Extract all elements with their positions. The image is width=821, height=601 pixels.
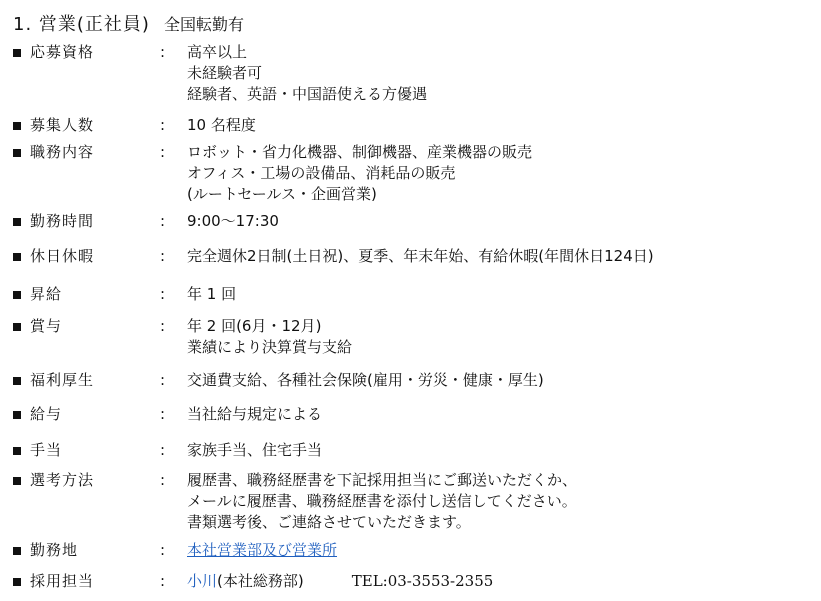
row-colon: : — [160, 247, 166, 265]
bullet-square-icon — [13, 122, 21, 130]
recruiter-department: (本社総務部) — [217, 572, 304, 590]
value-line: 未経験者可 — [187, 64, 263, 82]
row-colon: : — [160, 212, 166, 230]
row-colon: : — [160, 116, 166, 134]
job-heading — [13, 10, 244, 36]
row-value — [187, 540, 817, 561]
row-colon: : — [160, 317, 166, 335]
row-value — [187, 42, 817, 105]
value-line: 年 1 回 — [187, 285, 237, 303]
value-line: 完全週休2日制(土日祝)、夏季、年末年始、有給休暇(年間休日124日) — [187, 247, 654, 265]
bullet-square-icon — [13, 477, 21, 485]
row-colon: : — [160, 441, 166, 459]
row-colon: : — [160, 43, 166, 61]
row-label: 賞与 — [30, 317, 63, 335]
recruiter-phone: TEL:03-3553-2355 — [351, 572, 494, 590]
value-line: 履歴書、職務経歴書を下記採用担当にご郵送いただくか、 — [187, 471, 578, 489]
row-value — [187, 284, 817, 305]
bullet-square-icon — [13, 218, 21, 226]
row-label: 採用担当 — [30, 572, 95, 590]
row-label: 職務内容 — [30, 143, 95, 161]
row-colon: : — [160, 541, 166, 559]
value-line: 家族手当、住宅手当 — [187, 441, 323, 459]
row-label: 勤務地 — [30, 541, 79, 559]
row-colon: : — [160, 285, 166, 303]
row-label: 休日休暇 — [30, 247, 95, 265]
recruiter-line — [187, 571, 817, 592]
value-line: メールに履歴書、職務経歴書を添付し送信してください。 — [187, 492, 577, 510]
bullet-square-icon — [13, 578, 21, 586]
row-value — [187, 440, 817, 461]
bullet-square-icon — [13, 377, 21, 385]
bullet-square-icon — [13, 447, 21, 455]
row-label: 募集人数 — [30, 116, 95, 134]
row-value — [187, 142, 817, 205]
row-value — [187, 404, 817, 425]
row-value — [187, 246, 817, 267]
row-colon: : — [160, 405, 166, 423]
value-line: 高卒以上 — [187, 43, 248, 61]
row-value — [187, 370, 817, 391]
value-line: 10 名程度 — [187, 116, 256, 134]
value-line: 経験者、英語・中国語使える方優遇 — [187, 85, 428, 103]
row-label: 昇給 — [30, 285, 63, 303]
value-line: ロボット・省力化機器、制御機器、産業機器の販売 — [187, 143, 533, 161]
bullet-square-icon — [13, 411, 21, 419]
row-colon: : — [160, 471, 166, 489]
bullet-square-icon — [13, 547, 21, 555]
value-line: 交通費支給、各種社会保険(雇用・労災・健康・厚生) — [187, 371, 544, 389]
row-value — [187, 316, 817, 358]
bullet-square-icon — [13, 323, 21, 331]
row-label: 手当 — [30, 441, 63, 459]
value-line: 書類選考後、ご連絡させていただきます。 — [187, 513, 471, 531]
bullet-square-icon — [13, 149, 21, 157]
row-value — [187, 470, 817, 533]
row-label: 勤務時間 — [30, 212, 95, 230]
bullet-square-icon — [13, 253, 21, 261]
row-label: 応募資格 — [30, 43, 95, 61]
workplace-link[interactable]: 本社営業部及び営業所 — [187, 541, 338, 559]
row-value — [187, 115, 817, 136]
row-label: 福利厚生 — [30, 371, 95, 389]
row-colon: : — [160, 371, 166, 389]
bullet-square-icon — [13, 291, 21, 299]
value-line: オフィス・工場の設備品、消耗品の販売 — [187, 164, 456, 182]
value-line: 9:00〜17:30 — [187, 212, 279, 230]
value-line: 年 2 回(6月・12月) — [187, 317, 322, 335]
row-label: 選考方法 — [30, 471, 95, 489]
bullet-square-icon — [13, 49, 21, 57]
row-colon: : — [160, 143, 166, 161]
job-transfer-note: 全国転勤有 — [163, 15, 244, 34]
value-line: 業績により決算賞与支給 — [187, 338, 353, 356]
row-value — [187, 571, 817, 592]
row-colon: : — [160, 572, 166, 590]
value-line: 当社給与規定による — [187, 405, 323, 423]
row-label: 給与 — [30, 405, 63, 423]
recruiter-name: 小川 — [187, 572, 218, 590]
job-title: 1. 営業(正社員) — [13, 14, 150, 35]
row-value — [187, 211, 817, 232]
value-line: (ルートセールス・企画営業) — [187, 185, 377, 203]
